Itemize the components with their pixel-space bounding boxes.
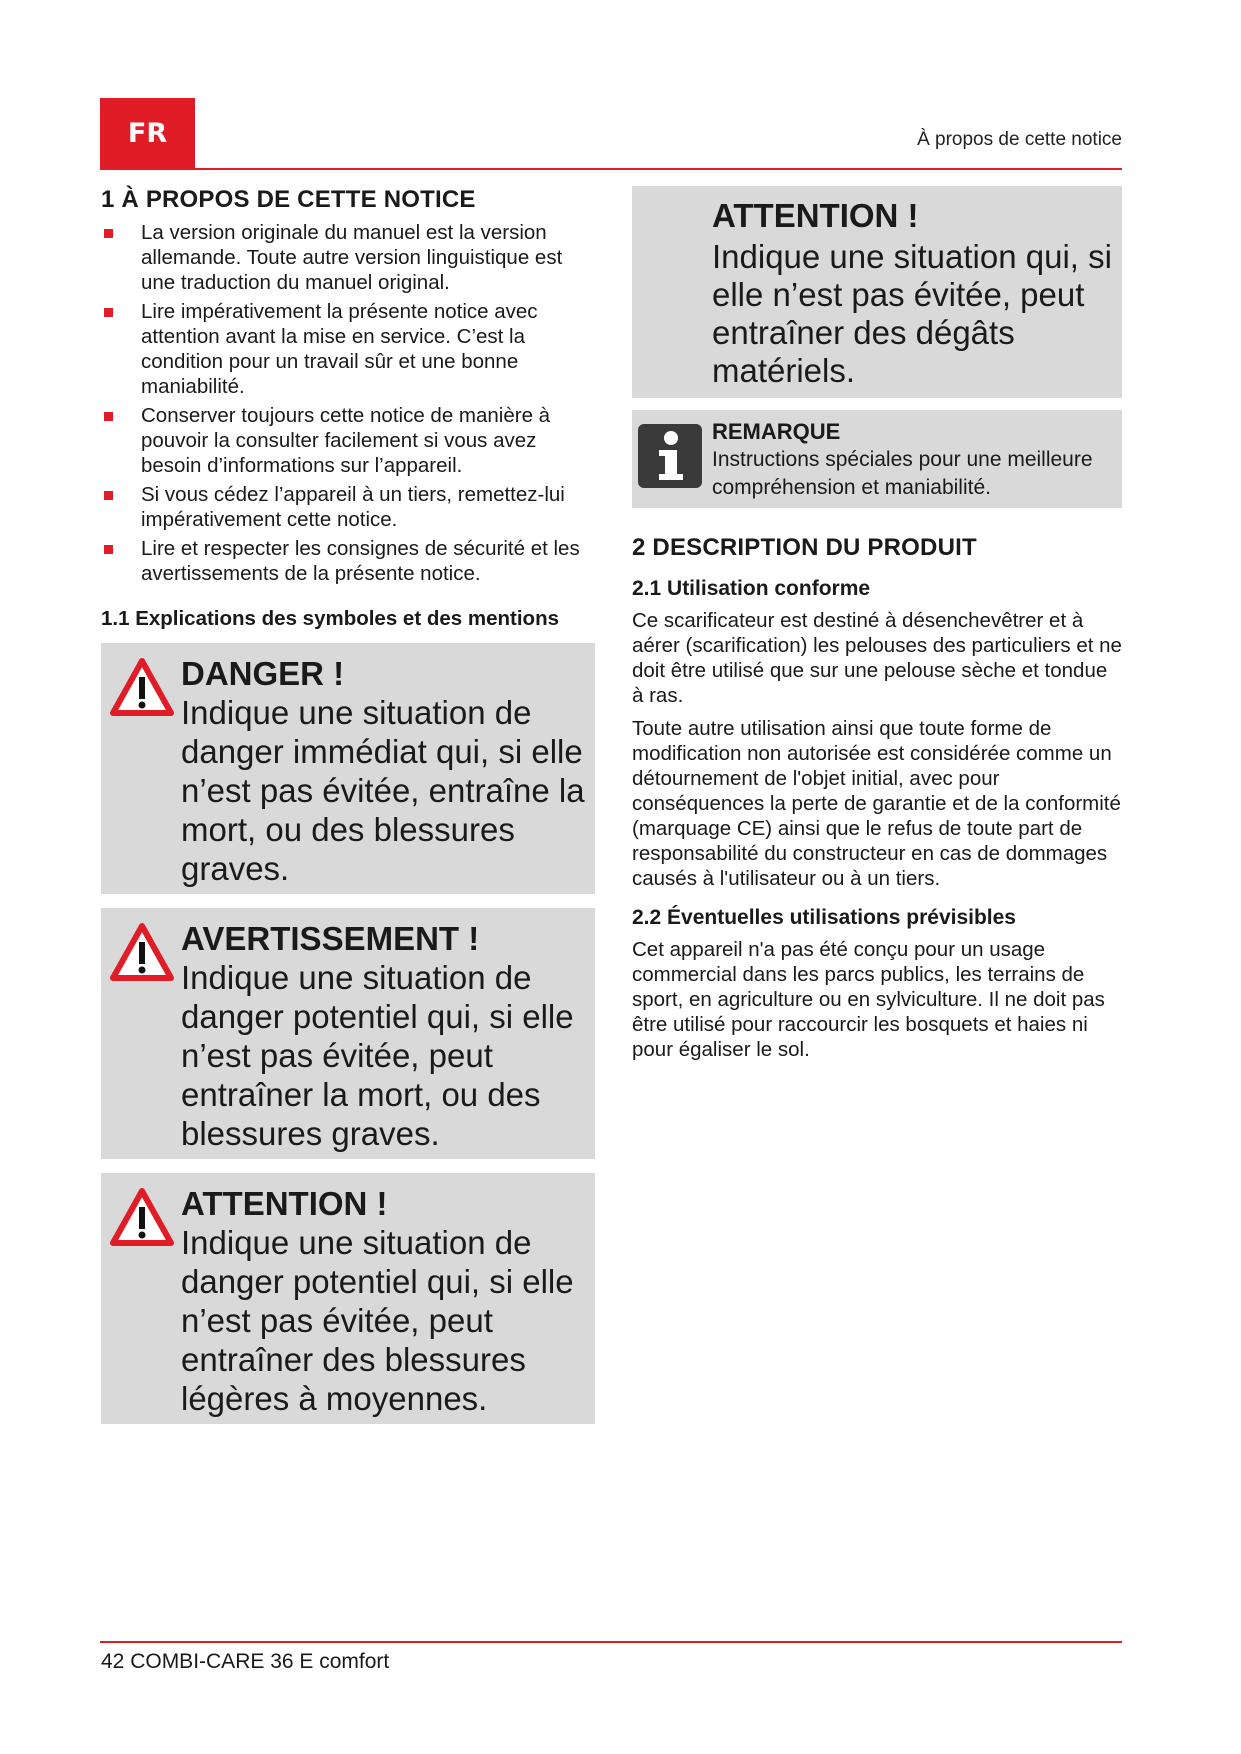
list-item-text: Lire impérativement la présente notice avec attention avant la mise en service. C’est la condition pour un travail sûr et une bonne maniabilité.: [141, 300, 538, 398]
section-2-2-title: 2.2 Éventuelles utilisations prévisibles: [632, 906, 1016, 929]
list-item: [101, 403, 595, 478]
section-2-1-paragraph: Toute autre utilisation ainsi que toute forme de modification non autorisée est considérée comme un détournement de l'objet initial, avec pour conséquences la perte de garantie et de la conformité (marquage CE) ainsi que le refus de toute part de responsabilité du constructeur en cas de dommages causés à l'utilisateur ou à un tiers.: [632, 717, 1121, 890]
bullet-square-icon: [104, 545, 113, 554]
page-footer: 42 COMBI-CARE 36 E comfort: [101, 1650, 390, 1673]
note-text: Instructions spéciales pour une meilleure compréhension et maniabilité.: [712, 448, 1093, 499]
header-divider: [100, 168, 1122, 170]
note-title: REMARQUE: [712, 419, 841, 444]
warning-text: Indique une situation de danger potentiel qui, si elle n’est pas évitée, peut entraîner la mort, ou des blessures graves.: [181, 959, 574, 1152]
caution-box: [101, 1173, 595, 1424]
note-box: [632, 410, 1122, 508]
warning-triangle-icon: [109, 922, 175, 982]
warning-triangle-icon: [109, 1187, 175, 1247]
list-item-text: Lire et respecter les consignes de sécurité et les avertissements de la présente notice.: [141, 537, 580, 585]
section-2-title: 2 DESCRIPTION DU PRODUIT: [632, 534, 977, 561]
section-2-2-paragraph: Cet appareil n'a pas été conçu pour un usage commercial dans les parcs publics, les terrains de sport, en agriculture ou en sylviculture. Il ne doit pas être utilisé pour raccourcir les bosquets et haies ni pour égaliser le sol.: [632, 938, 1105, 1061]
list-item-text: La version originale du manuel est la version allemande. Toute autre version linguistique est une traduction du manuel original.: [141, 221, 563, 294]
danger-text: Indique une situation de danger immédiat qui, si elle n’est pas évitée, entraîne la mort, ou des blessures graves.: [181, 694, 585, 887]
bullet-square-icon: [104, 412, 113, 421]
caution-title: ATTENTION !: [181, 1185, 388, 1222]
bullet-square-icon: [104, 229, 113, 238]
bullet-square-icon: [104, 491, 113, 500]
right-column: [632, 186, 1122, 1070]
list-item-text: Si vous cédez l’appareil à un tiers, remettez-lui impérativement cette notice.: [141, 483, 565, 531]
bullet-square-icon: [104, 308, 113, 317]
attention-material-box: [632, 186, 1122, 398]
caution-text: Indique une situation de danger potentiel qui, si elle n’est pas évitée, peut entraîner des blessures légères à moyennes.: [181, 1224, 574, 1417]
attention-material-text: Indique une situation qui, si elle n’est pas évitée, peut entraîner des dégâts matériels.: [712, 238, 1112, 389]
list-item-text: Conserver toujours cette notice de manière à pouvoir la consulter facilement si vous avez besoin d’informations sur l’appareil.: [141, 404, 551, 477]
section-2-1-title: 2.1 Utilisation conforme: [632, 577, 871, 600]
footer-divider: [100, 1641, 1122, 1643]
danger-title: DANGER !: [181, 655, 345, 692]
info-icon: [638, 424, 702, 488]
warning-title: AVERTISSEMENT !: [181, 920, 480, 957]
list-item: [101, 220, 595, 295]
running-title: À propos de cette notice: [917, 129, 1122, 150]
section-2-1-paragraph: Ce scarificateur est destiné à désenchevêtrer et à aérer (scarification) les pelouses des particuliers et ne doit être utilisé que sur une pelouse sèche et tondue à ras.: [632, 609, 1122, 707]
attention-material-title: ATTENTION !: [712, 197, 919, 234]
warning-triangle-icon: [109, 657, 175, 717]
section-1-1-title: 1.1 Explications des symboles et des mentions: [101, 607, 559, 630]
danger-box: [101, 643, 595, 894]
language-tab: FR: [100, 98, 195, 168]
section-1-title: 1 À PROPOS DE CETTE NOTICE: [101, 186, 476, 213]
warning-box: [101, 908, 595, 1159]
left-column: [101, 186, 595, 1438]
list-item: [101, 536, 595, 586]
list-item: [101, 299, 595, 399]
intro-bullet-list: [101, 220, 595, 586]
list-item: [101, 482, 595, 532]
